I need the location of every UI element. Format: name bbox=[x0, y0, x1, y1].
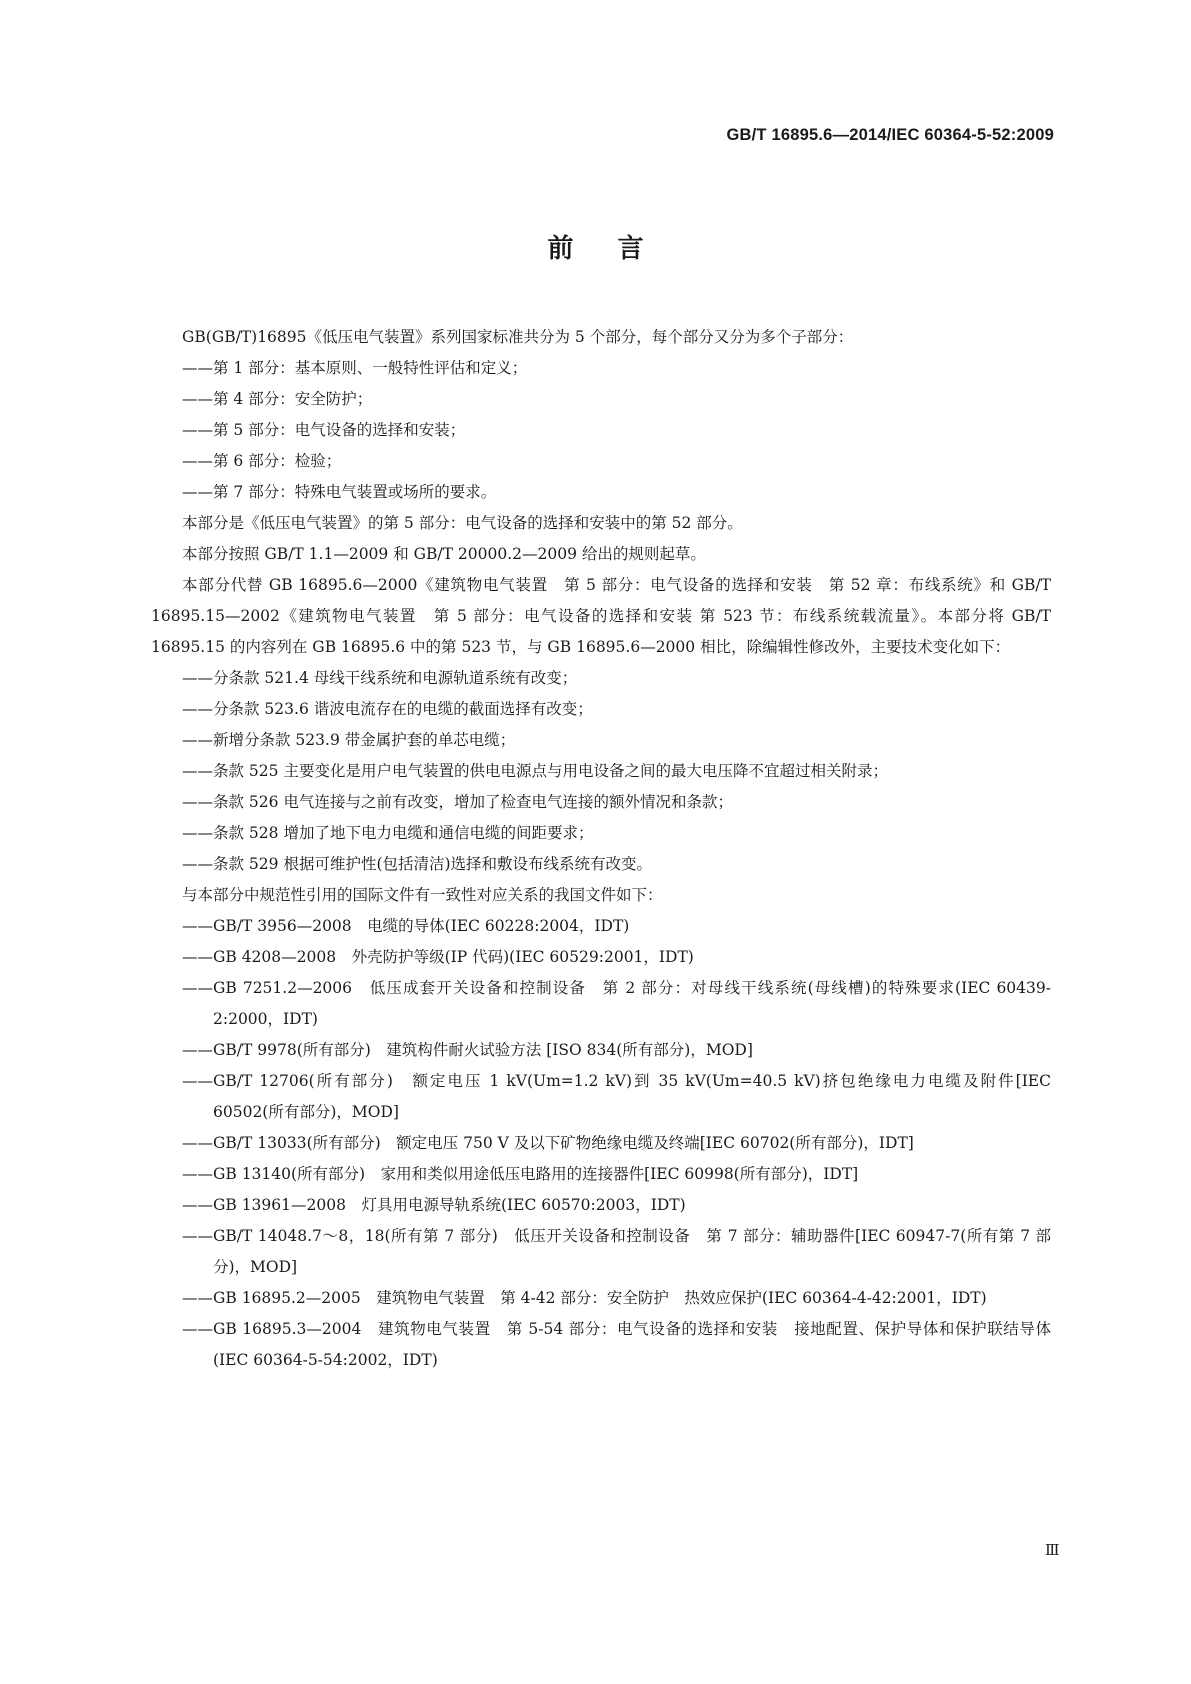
reference-item: ——GB 16895.3—2004 建筑物电气装置 第 5-54 部分：电气设备的选择和安装 接地配置、保护导体和保护联结导体(IEC 60364-5-54:2002，IDT) bbox=[182, 1320, 1051, 1369]
list-item: ——第 5 部分：电气设备的选择和安装； bbox=[182, 421, 466, 439]
reference-item: ——GB/T 13033(所有部分) 额定电压 750 V 及以下矿物绝缘电缆及终端[IEC 60702(所有部分)，IDT] bbox=[182, 1134, 914, 1152]
refs-paragraph: 与本部分中规范性引用的国际文件有一致性对应关系的我国文件如下： bbox=[182, 886, 663, 904]
list-item: ——新增分条款 523.9 带金属护套的单芯电缆； bbox=[182, 731, 516, 749]
reference-item: ——GB/T 12706(所有部分) 额定电压 1 kV(Um=1.2 kV)到 35 kV(Um=40.5 kV)挤包绝缘电力电缆及附件[IEC 60502(所有部分)，MOD] bbox=[182, 1072, 1051, 1121]
reference-item: ——GB 13140(所有部分) 家用和类似用途低压电路用的连接器件[IEC 60998(所有部分)，IDT] bbox=[182, 1165, 859, 1183]
list-item: ——条款 525 主要变化是用户电气装置的供电电源点与用电设备之间的最大电压降不宜超过相关附录； bbox=[182, 762, 888, 780]
part-paragraph: 本部分是《低压电气装置》的第 5 部分：电气设备的选择和安装中的第 52 部分。 bbox=[182, 514, 743, 532]
intro-paragraph: GB(GB/T)16895《低压电气装置》系列国家标准共分为 5 个部分，每个部分又分为多个子部分： bbox=[182, 328, 854, 346]
reference-item: ——GB 16895.2—2005 建筑物电气装置 第 4-42 部分：安全防护 热效应保护(IEC 60364-4-42:2001，IDT) bbox=[182, 1289, 987, 1307]
list-item: ——分条款 521.4 母线干线系统和电源轨道系统有改变； bbox=[182, 669, 578, 687]
reference-item: ——GB/T 9978(所有部分) 建筑构件耐火试验方法 [ISO 834(所有部分)，MOD] bbox=[182, 1041, 753, 1059]
list-item: ——第 4 部分：安全防护； bbox=[182, 390, 373, 408]
list-item: ——条款 528 增加了地下电力电缆和通信电缆的间距要求； bbox=[182, 824, 594, 842]
list-item: ——第 1 部分：基本原则、一般特性评估和定义； bbox=[182, 359, 528, 377]
list-item: ——第 6 部分：检验； bbox=[182, 452, 342, 470]
standard-code-header: GB/T 16895.6—2014/IEC 60364-5-52:2009 bbox=[726, 126, 1054, 144]
reference-item: ——GB/T 3956—2008 电缆的导体(IEC 60228:2004，IDT) bbox=[182, 917, 630, 935]
replace-paragraph: 本部分代替 GB 16895.6—2000《建筑物电气装置 第 5 部分：电气设备的选择和安装 第 52 章：布线系统》和 GB/T 16895.15—2002《建筑物电气装置 第 5 部分：电气设备的选择和安装 第 523 节：布线系统载流量》。本部分将 GB/T 16895.15 的内容列在 GB 16895.6 中的第 523 节，与 GB 16895.6—2000 相比，除编辑性修改外，主要技术变化如下： bbox=[151, 576, 1051, 656]
reference-item: ——GB 13961—2008 灯具用电源导轨系统(IEC 60570:2003，IDT) bbox=[182, 1196, 686, 1214]
document-body bbox=[151, 322, 1051, 1376]
list-item: ——分条款 523.6 谐波电流存在的电缆的截面选择有改变； bbox=[182, 700, 593, 718]
page-number: Ⅲ bbox=[1045, 1543, 1060, 1559]
page-title: 前言 bbox=[547, 234, 688, 264]
rules-paragraph: 本部分按照 GB/T 1.1—2009 和 GB/T 20000.2—2009 给出的规则起草。 bbox=[182, 545, 706, 563]
list-item: ——条款 526 电气连接与之前有改变，增加了检查电气连接的额外情况和条款； bbox=[182, 793, 733, 811]
reference-item: ——GB/T 14048.7～8，18(所有第 7 部分) 低压开关设备和控制设备 第 7 部分：辅助器件[IEC 60947-7(所有第 7 部分)，MOD] bbox=[182, 1227, 1051, 1276]
list-item: ——第 7 部分：特殊电气装置或场所的要求。 bbox=[182, 483, 497, 501]
reference-item: ——GB 4208—2008 外壳防护等级(IP 代码)(IEC 60529:2001，IDT) bbox=[182, 948, 694, 966]
reference-item: ——GB 7251.2—2006 低压成套开关设备和控制设备 第 2 部分：对母线干线系统(母线槽)的特殊要求(IEC 60439-2:2000，IDT) bbox=[182, 979, 1051, 1028]
list-item: ——条款 529 根据可维护性(包括清洁)选择和敷设布线系统有改变。 bbox=[182, 855, 653, 873]
